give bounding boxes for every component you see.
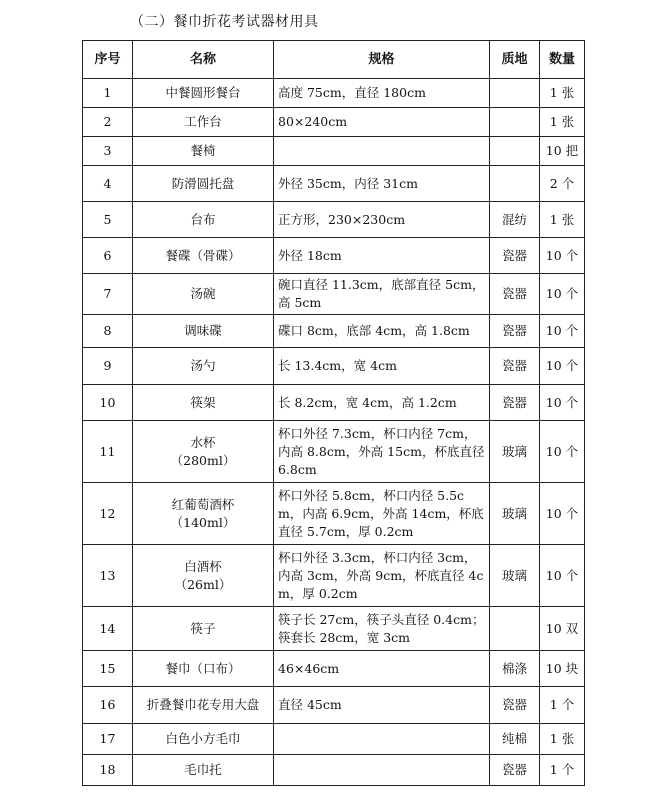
- cell-material: [490, 79, 540, 108]
- cell-spec: 高度 75cm，直径 180cm: [274, 79, 490, 108]
- cell-name: [133, 166, 274, 202]
- cell-index: 5: [83, 202, 133, 238]
- cell-name: [133, 755, 274, 786]
- cell-material: 混纺: [490, 202, 540, 238]
- section-heading: （二）餐巾折花考试器材用具: [130, 14, 319, 30]
- cell-name-line1: 餐巾（口布）: [165, 660, 241, 676]
- cell-material: 瓷器: [490, 348, 540, 385]
- header-spec: 规格: [274, 41, 490, 79]
- cell-name-line1: 水杯: [190, 434, 216, 450]
- cell-spec: 直径 45cm: [274, 687, 490, 724]
- cell-material: 纯棉: [490, 724, 540, 755]
- cell-spec: 外径 18cm: [274, 238, 490, 274]
- cell-index: 10: [83, 385, 133, 421]
- cell-quantity: 10 个: [540, 348, 585, 385]
- cell-quantity: 10 个: [540, 315, 585, 348]
- table-row: [83, 545, 585, 607]
- cell-quantity: 10 个: [540, 238, 585, 274]
- cell-name-line1: 汤碗: [190, 286, 216, 301]
- table-row: [83, 385, 585, 421]
- equipment-table: [82, 40, 585, 786]
- cell-name-line1: 筷架: [190, 394, 216, 410]
- cell-name-line1: 红葡萄酒杯: [171, 496, 235, 512]
- cell-name: [133, 687, 274, 724]
- table-row: [83, 108, 585, 137]
- cell-index: 12: [83, 483, 133, 545]
- cell-index: 2: [83, 108, 133, 137]
- cell-name-line1: 白色小方毛巾: [165, 731, 241, 746]
- cell-material: 玻璃: [490, 421, 540, 483]
- cell-index: 11: [83, 421, 133, 483]
- cell-name: [133, 651, 274, 687]
- cell-spec: 外径 35cm，内径 31cm: [274, 166, 490, 202]
- cell-name: [133, 421, 274, 483]
- cell-quantity: 10 个: [540, 385, 585, 421]
- cell-material: [490, 166, 540, 202]
- table-row: [83, 421, 585, 483]
- cell-name-line1: 汤勺: [190, 358, 216, 373]
- cell-quantity: 10 个: [540, 545, 585, 607]
- table-row: [83, 315, 585, 348]
- cell-name: [133, 274, 274, 315]
- cell-index: 1: [83, 79, 133, 108]
- cell-name-line2: （140ml）: [170, 514, 236, 530]
- cell-name: [133, 238, 274, 274]
- cell-name-line1: 白酒杯: [184, 558, 222, 574]
- cell-name: [133, 108, 274, 137]
- cell-name: [133, 137, 274, 166]
- cell-name-line1: 中餐圆形餐台: [165, 85, 241, 100]
- cell-quantity: 1 张: [540, 79, 585, 108]
- cell-spec: 长 13.4cm，宽 4cm: [274, 348, 490, 385]
- cell-material: 瓷器: [490, 315, 540, 348]
- header-name: 名称: [133, 41, 274, 79]
- table-row: [83, 79, 585, 108]
- header-quantity: 数量: [540, 41, 585, 79]
- cell-material: 瓷器: [490, 238, 540, 274]
- cell-name-line1: 调味碟: [184, 323, 222, 338]
- cell-quantity: 10 双: [540, 607, 585, 651]
- table-row: [83, 166, 585, 202]
- table-row: [83, 687, 585, 724]
- cell-index: 13: [83, 545, 133, 607]
- table-row: [83, 238, 585, 274]
- cell-quantity: 10 个: [540, 274, 585, 315]
- cell-name: [133, 385, 274, 421]
- cell-material: 瓷器: [490, 687, 540, 724]
- cell-quantity: 2 个: [540, 166, 585, 202]
- cell-name-line2: （26ml）: [174, 576, 232, 592]
- cell-spec: 筷子长 27cm，筷子头直径 0.4cm；筷套长 28cm，宽 3cm: [274, 607, 490, 651]
- cell-material: [490, 137, 540, 166]
- cell-quantity: 1 张: [540, 724, 585, 755]
- cell-index: 18: [83, 755, 133, 786]
- cell-spec: [274, 137, 490, 166]
- cell-name-line2: （280ml）: [170, 452, 236, 468]
- cell-quantity: 1 张: [540, 108, 585, 137]
- cell-name: [133, 724, 274, 755]
- cell-index: 7: [83, 274, 133, 315]
- table-header-row: [83, 41, 585, 79]
- cell-spec: 杯口外径 5.8cm，杯口内径 5.5cm，内高 6.9cm，外高 14cm，杯底直径 5.7cm，厚 0.2cm: [274, 483, 490, 545]
- table-row: [83, 483, 585, 545]
- cell-name: [133, 315, 274, 348]
- cell-spec: [274, 724, 490, 755]
- cell-material: 玻璃: [490, 483, 540, 545]
- cell-name: [133, 545, 274, 607]
- cell-material: 棉涤: [490, 651, 540, 687]
- cell-spec: [274, 755, 490, 786]
- cell-spec: 长 8.2cm，宽 4cm，高 1.2cm: [274, 385, 490, 421]
- table-row: [83, 348, 585, 385]
- cell-spec: 杯口外径 7.3cm，杯口内径 7cm，内高 8.8cm，外高 15cm，杯底直径 6.8cm: [274, 421, 490, 483]
- cell-spec: 杯口外径 3.3cm，杯口内径 3cm，内高 3cm，外高 9cm，杯底直径 4cm，厚 0.2cm: [274, 545, 490, 607]
- cell-name-line1: 筷子: [190, 620, 216, 636]
- cell-name: [133, 483, 274, 545]
- cell-index: 4: [83, 166, 133, 202]
- cell-material: 瓷器: [490, 385, 540, 421]
- cell-name: [133, 79, 274, 108]
- cell-name-line1: 台布: [190, 211, 216, 227]
- cell-material: [490, 607, 540, 651]
- cell-index: 6: [83, 238, 133, 274]
- cell-name: [133, 607, 274, 651]
- cell-index: 3: [83, 137, 133, 166]
- cell-material: 玻璃: [490, 545, 540, 607]
- table-row: [83, 755, 585, 786]
- cell-name-line1: 折叠餐巾花专用大盘: [146, 697, 260, 712]
- cell-name-line1: 工作台: [184, 114, 222, 129]
- cell-index: 9: [83, 348, 133, 385]
- header-material: 质地: [490, 41, 540, 79]
- table-row: [83, 274, 585, 315]
- table-row: [83, 724, 585, 755]
- header-index: 序号: [83, 41, 133, 79]
- table-row: [83, 202, 585, 238]
- cell-name: [133, 202, 274, 238]
- cell-material: 瓷器: [490, 274, 540, 315]
- cell-name-line1: 餐椅: [190, 143, 216, 158]
- table-row: [83, 651, 585, 687]
- cell-quantity: 1 个: [540, 687, 585, 724]
- cell-index: 15: [83, 651, 133, 687]
- cell-quantity: 1 张: [540, 202, 585, 238]
- cell-name: [133, 348, 274, 385]
- cell-index: 16: [83, 687, 133, 724]
- cell-quantity: 10 个: [540, 483, 585, 545]
- cell-name-line1: 餐碟（骨碟）: [165, 247, 241, 263]
- cell-name-line1: 毛巾托: [184, 762, 222, 777]
- table-row: [83, 607, 585, 651]
- cell-spec: 碗口直径 11.3cm，底部直径 5cm，高 5cm: [274, 274, 490, 315]
- cell-spec: 80×240cm: [274, 108, 490, 137]
- cell-quantity: 10 把: [540, 137, 585, 166]
- cell-index: 14: [83, 607, 133, 651]
- cell-spec: 正方形，230×230cm: [274, 202, 490, 238]
- cell-spec: 碟口 8cm，底部 4cm，高 1.8cm: [274, 315, 490, 348]
- cell-quantity: 10 个: [540, 421, 585, 483]
- table-row: [83, 137, 585, 166]
- cell-spec: 46×46cm: [274, 651, 490, 687]
- cell-quantity: 1 个: [540, 755, 585, 786]
- cell-name-line1: 防滑圆托盘: [171, 175, 235, 191]
- cell-material: 瓷器: [490, 755, 540, 786]
- cell-index: 8: [83, 315, 133, 348]
- cell-index: 17: [83, 724, 133, 755]
- cell-material: [490, 108, 540, 137]
- cell-quantity: 10 块: [540, 651, 585, 687]
